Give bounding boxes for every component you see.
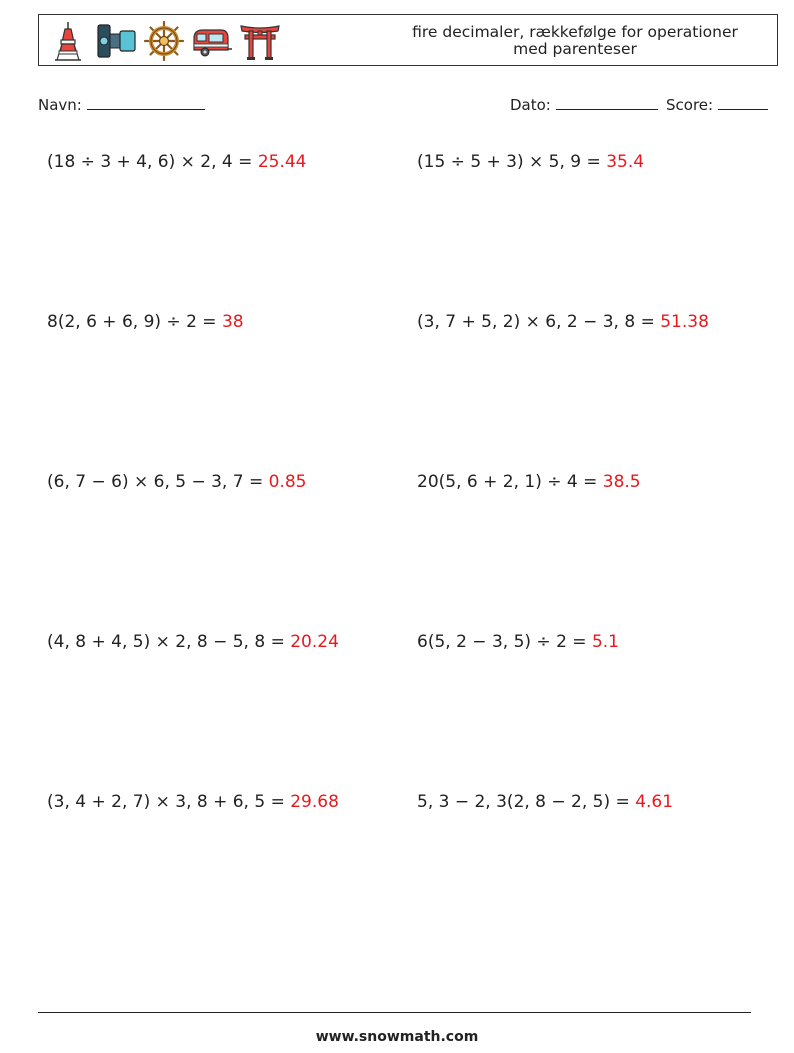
problem-4: [417, 312, 709, 332]
footer-divider: [38, 1012, 751, 1013]
problem-expression: (3, 4 + 2, 7) × 3, 8 + 6, 5 =: [47, 792, 291, 812]
problem-9: [47, 792, 339, 812]
date-label: Dato:: [510, 96, 551, 114]
camcorder-icon: [95, 20, 137, 62]
problem-6: [417, 472, 641, 492]
problem-8: [417, 632, 619, 652]
problem-1: [47, 152, 306, 172]
score-blank[interactable]: [718, 94, 768, 110]
date-blank[interactable]: [556, 94, 658, 110]
problem-expression: 5, 3 − 2, 3(2, 8 − 2, 5) =: [417, 792, 636, 812]
camper-trailer-icon: [191, 20, 233, 62]
problem-3: [47, 312, 244, 332]
problem-answer: 35.4: [606, 152, 645, 172]
problem-expression: (18 ÷ 3 + 4, 6) × 2, 4 =: [47, 152, 258, 172]
torii-gate-icon: [239, 20, 281, 62]
problem-expression: (3, 7 + 5, 2) × 6, 2 − 3, 8 =: [417, 312, 661, 332]
problem-2: [417, 152, 644, 172]
problem-expression: 6(5, 2 − 3, 5) ÷ 2 =: [417, 632, 592, 652]
score-label: Score:: [666, 96, 714, 114]
footer-url[interactable]: www.snowmath.com: [315, 1029, 479, 1045]
problem-answer: 4.61: [635, 792, 674, 812]
problem-10: [417, 792, 673, 812]
problem-5: [47, 472, 306, 492]
worksheet-title: fire decimaler, rækkefølge for operationer med parenteser: [412, 23, 738, 58]
header-icons: [47, 20, 281, 62]
worksheet-header: [38, 14, 778, 66]
problem-answer: 51.38: [660, 312, 709, 332]
problem-expression: 20(5, 6 + 2, 1) ÷ 4 =: [417, 472, 603, 492]
problem-answer: 20.24: [290, 632, 339, 652]
problem-answer: 29.68: [290, 792, 339, 812]
tokyo-tower-icon: [47, 20, 89, 62]
problem-answer: 38: [221, 312, 244, 332]
name-label: Navn:: [38, 96, 82, 114]
date-field: [510, 94, 658, 114]
problem-expression: 8(2, 6 + 6, 9) ÷ 2 =: [47, 312, 222, 332]
problem-expression: (6, 7 − 6) × 6, 5 − 3, 7 =: [47, 472, 269, 492]
ship-wheel-icon: [143, 20, 185, 62]
problem-expression: (4, 8 + 4, 5) × 2, 8 − 5, 8 =: [47, 632, 291, 652]
name-blank[interactable]: [87, 94, 205, 110]
name-field: [38, 94, 205, 114]
problem-answer: 38.5: [602, 472, 641, 492]
problem-answer: 25.44: [257, 152, 307, 172]
problem-answer: 0.85: [268, 472, 307, 492]
problem-expression: (15 ÷ 5 + 3) × 5, 9 =: [417, 152, 607, 172]
score-field: [666, 94, 768, 114]
problem-answer: 5.1: [591, 632, 619, 652]
problem-7: [47, 632, 339, 652]
